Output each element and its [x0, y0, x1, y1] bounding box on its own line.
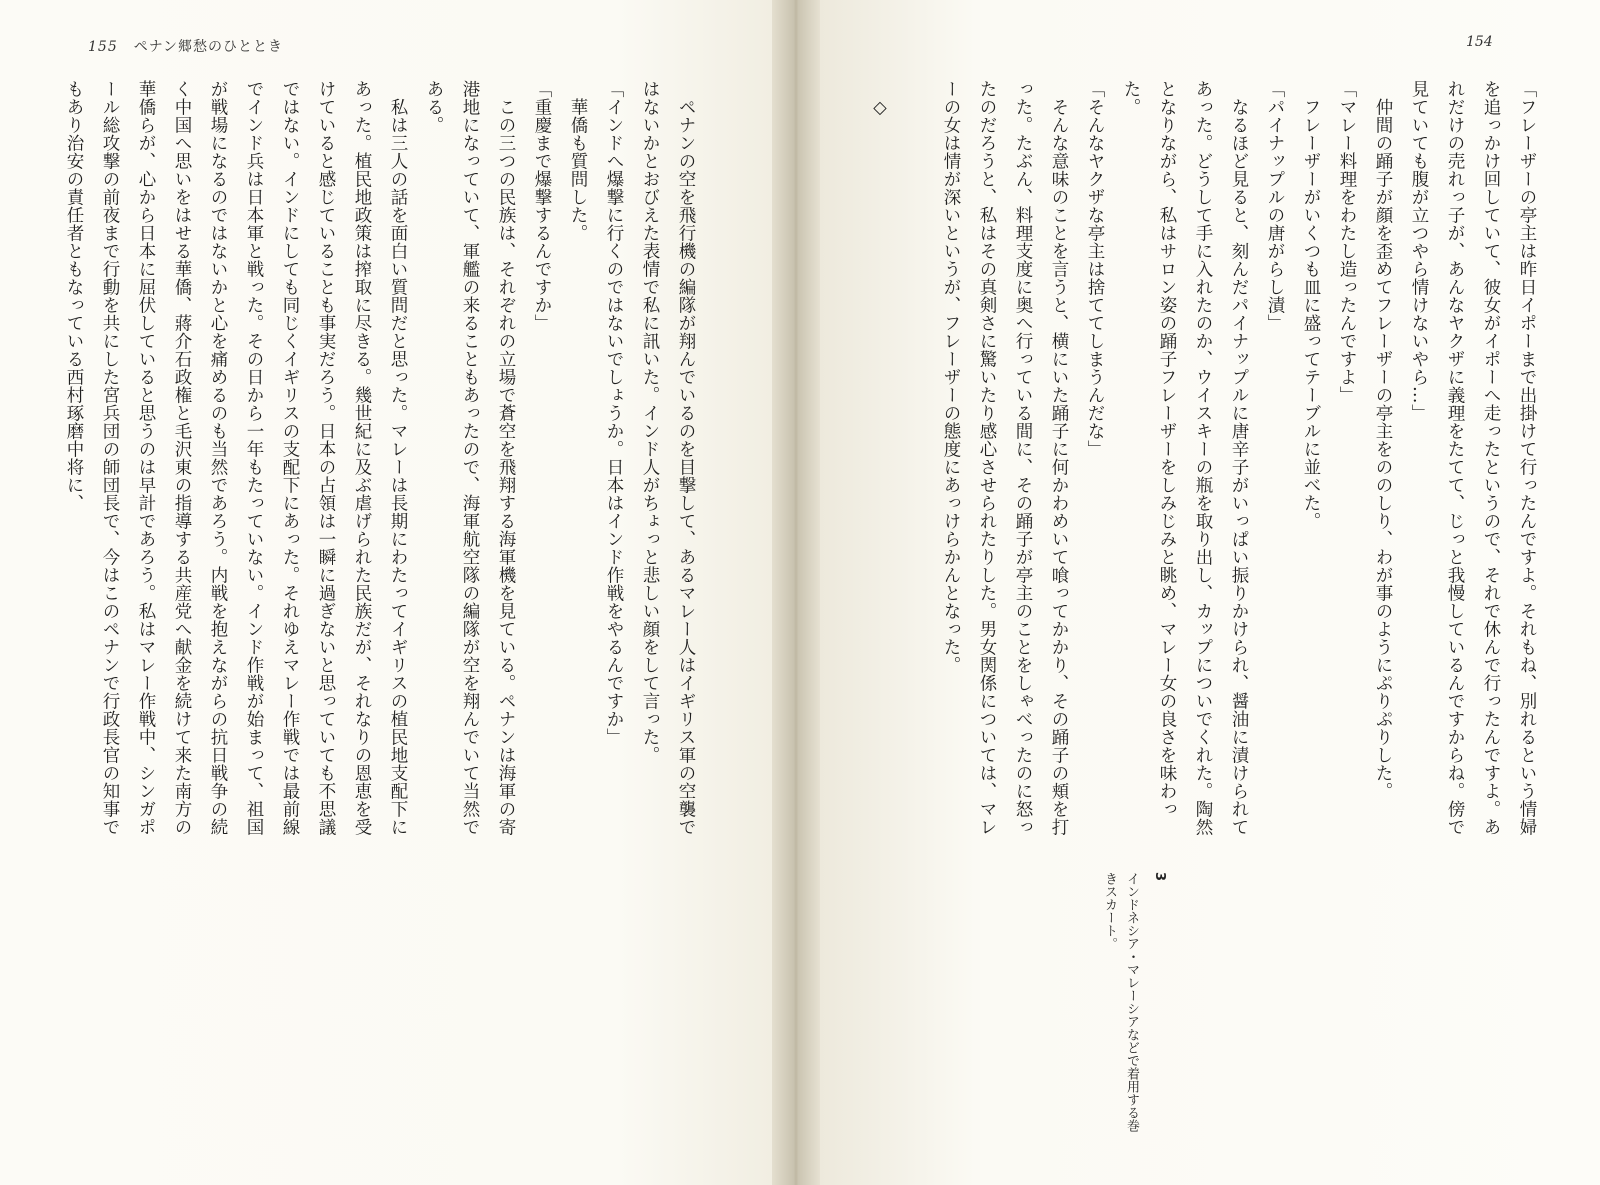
paragraph: 私は三人の話を面白い質問だと思った。マレーは長期にわたってイギリスの植民地支配下にあった。植民地政策は搾取に尽きる。幾世紀に及ぶ虐げられた民族だが、それなりの恩恵を受けていると感じていることも事実だろう。日本の占領は一瞬に過ぎないと思っていても不思議ではない。インドにしても同じくイギリスの支配下にあった。それゆえマレー作戦では最前線でインド兵は日本軍と戦った。その日から一年もたっていない。インド作戦が始まって、祖国が戦場になるのではないかと心を痛めるのも当然であろう。内戦を抱えながらの抗日戦争の続く中国へ思いをはせる華僑、蔣介石政権と毛沢東の指導する共産党へ献金を続けて来た南方の華僑らが、心から日本に屈伏していると思うのは早計であろう。私はマレー作戦中、シンガポール総攻撃の前夜まで行動を共にした宮兵団の師団長で、今はこのペナンで行政長官の知事でもあり治安の責任者ともなっている西村琢磨中将に、 — [64, 80, 408, 836]
page-number-left: 155 — [88, 39, 118, 55]
footnote — [1098, 872, 1170, 1132]
dialogue-line: 「フレーザーの亭主は昨日イポーまで出掛けて行ったんですよ。それもね、別れるという情婦を追っかけ回していて、彼女がイポーへ走ったというので、それで休んで行ったんですよ。あれだけの売れっ子が、あんなヤクザに義理をたてて、じっと我慢しているんですからね。傍で見ていても腹が立つやら情けないやら…」 — [1409, 80, 1537, 836]
paragraph: フレーザーがいくつも皿に盛ってテーブルに並べた。 — [1301, 97, 1321, 530]
right-page — [820, 0, 1600, 1185]
dialogue-line: 「インドへ爆撃に行くのではないでしょうか。日本はインド作戦をやるんですか」 — [604, 80, 624, 746]
paragraph: なるほど見ると、刻んだパイナップルに唐辛子がいっぱい振りかけられ、醤油に漬けられてあった。どうして手に入れたのか、ウイスキーの瓶を取り出し、カップについでくれた。陶然となりながら、私はサロン姿の踊子フレーザーをしみじみと眺め、マレー女の良さを味わった。 — [1121, 80, 1249, 836]
left-page — [0, 0, 772, 1185]
chapter-title: ペナン郷愁のひととき — [133, 39, 284, 55]
left-body-text — [64, 80, 704, 850]
paragraph: 仲間の踊子が顔を歪めてフレーザーの亭主をののしり、わが事のようにぷりぷりした。 — [1373, 97, 1393, 800]
page-number-right: 154 — [1466, 34, 1493, 50]
paragraph: 華僑も質問した。 — [568, 97, 588, 242]
dialogue-line: 「そんなヤクザな亭主は捨ててしまうんだな」 — [1085, 80, 1105, 458]
footnote-number: 3 — [1152, 872, 1167, 882]
right-body-text — [870, 80, 1545, 850]
paragraph: そんな意味のことを言うと、横にいた踊子に何かわめいて喰ってかかり、その踊子の頬を打った。たぶん、料理支度に奥へ行っている間に、その踊子が亭主のことをしゃべったのに怒ったのだろうと、私はその真剣さに驚いたり感心させられたりした。男女関係については、マレーの女は情が深いというが、フレーザーの態度にあっけらかんとなった。 — [941, 80, 1069, 836]
dialogue-line: 「重慶まで爆撃するんですか」 — [532, 80, 552, 332]
section-break-ornament: ◇ — [870, 97, 890, 118]
dialogue-line: 「パイナップルの唐がらし漬」 — [1265, 80, 1285, 332]
footnote-text: インドネシア・マレーシアなどで着用する巻きスカート。 — [1102, 872, 1139, 1132]
book-gutter — [772, 0, 820, 1185]
dialogue-line: 「マレー料理をわたし造ったんですよ」 — [1337, 80, 1357, 404]
paragraph: この三つの民族は、それぞれの立場で蒼空を飛翔する海軍機を見ている。ペナンは海軍の寄港地になっていて、軍艦の来ることもあったので、海軍航空隊の編隊が空を翔んでいて当然である。 — [424, 80, 516, 836]
running-head — [88, 36, 283, 56]
paragraph: ペナンの空を飛行機の編隊が翔んでいるのを目撃して、あるマレー人はイギリス軍の空襲ではないかとおびえた表情で私に訊いた。インド人がちょっと悲しい顔をして言った。 — [640, 80, 696, 836]
